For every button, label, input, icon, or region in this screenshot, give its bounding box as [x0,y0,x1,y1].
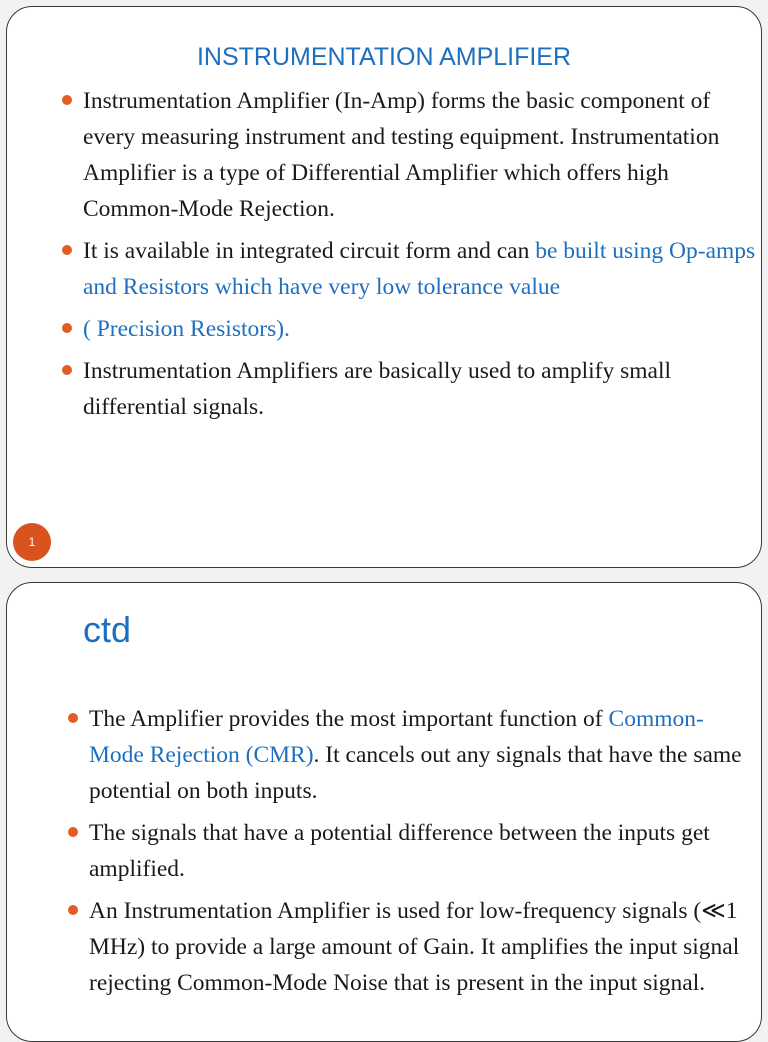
bullet-dot-icon [62,245,72,255]
bullet-text: The signals that have a potential difference between the inputs get amplified. [89,820,710,882]
bullet-item [67,701,757,809]
slide-2 [6,582,762,1042]
bullet-text: The Amplifier provides the most important function of [89,706,609,732]
slide-title: ctd [83,609,132,650]
bullet-item [61,311,757,347]
highlighted-text: be built using Op-amps and Resistors which have very low tolerance value [83,238,756,300]
bullet-item [61,353,757,425]
bullet-dot-icon [68,827,78,837]
highlighted-text: ( Precision Resistors). [83,316,290,342]
bullet-item [61,233,757,305]
bullet-list [67,701,757,1007]
bullet-text: Instrumentation Amplifiers are basically used to amplify small differential signals. [83,358,672,420]
slide-title: INSTRUMENTATION AMPLIFIER [196,43,572,71]
bullet-item [67,893,757,1001]
bullet-text: . It cancels out any signals that have the same potential on both inputs. [89,742,742,804]
bullet-text: Instrumentation Amplifier (In-Amp) forms the basic component of every measuring instrument and testing equipment. Instrumentation Amplifier is a type of Differential Amplifier which offers high Common-Mode Rejection. [83,88,720,222]
bullet-item [67,815,757,887]
bullet-text: It is available in integrated circuit form and can [83,238,536,264]
slide-1 [6,6,762,568]
bullet-dot-icon [68,905,78,915]
bullet-dot-icon [62,365,72,375]
bullet-dot-icon [62,95,72,105]
page-number-badge: 1 [13,523,51,561]
bullet-text: An Instrumentation Amplifier is used for low-frequency signals (≪1 MHz) to provide a large amount of Gain. It amplifies the input signal rejecting Common-Mode Noise that is present in the input signal. [89,898,740,996]
bullet-list [61,83,757,431]
bullet-item [61,83,757,227]
bullet-dot-icon [62,323,72,333]
bullet-dot-icon [68,713,78,723]
highlighted-text: Common-Mode Rejection (CMR) [89,706,704,768]
